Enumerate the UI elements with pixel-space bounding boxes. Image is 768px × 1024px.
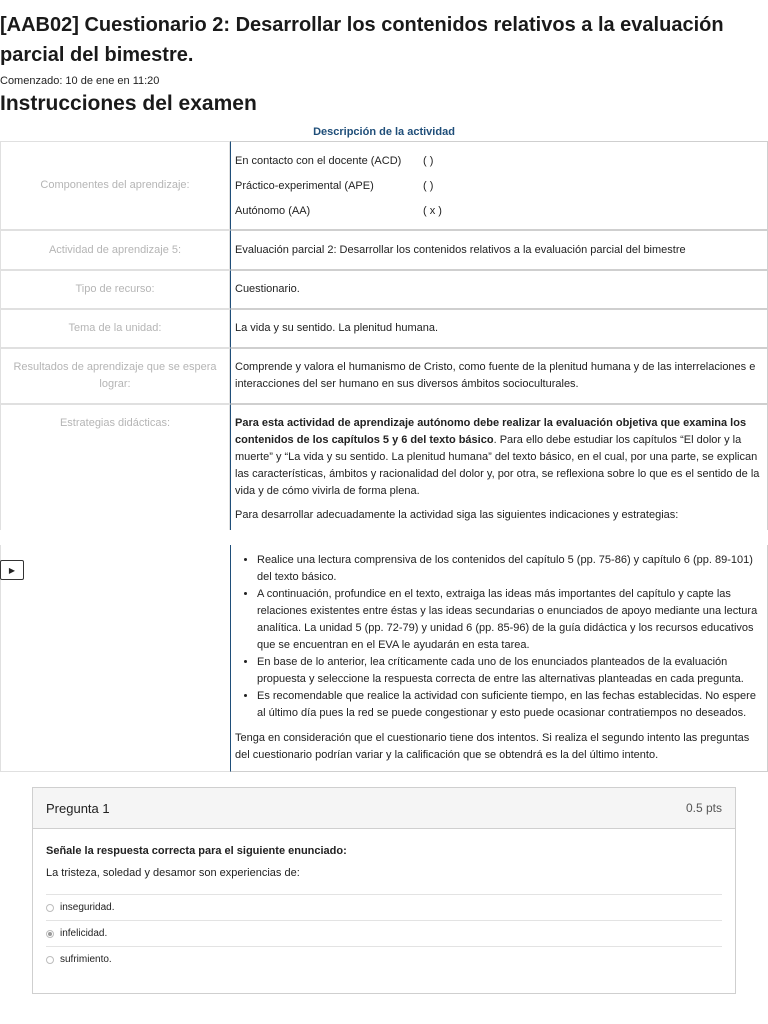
activity5-value: Evaluación parcial 2: Desarrollar los contenidos relativos a la evaluación parcial del bimestre: [230, 230, 768, 270]
question-instruction: Señale la respuesta correcta para el siguiente enunciado:: [46, 845, 347, 857]
answer-label: inseguridad.: [60, 902, 115, 913]
question-number: Pregunta 1: [46, 800, 110, 816]
strategies-intro: [235, 415, 763, 500]
question-text: La tristeza, soledad y desamor son experiencias de:: [46, 867, 300, 879]
unit-topic-label: Tema de la unidad:: [0, 309, 230, 348]
strategies-closing: Tenga en consideración que el cuestionario tiene dos intentos. Si realiza el segundo intento las preguntas del cuestionario podrían variar y la calificación que se obtendrá es la del último intento.: [235, 732, 750, 761]
list-item: • Es recomendable que realice la actividad con suficiente tiempo, en las fechas establecidas. No espere al último día pues la red se puede congestionar y esto puede ocasionar contratiempos no deseados.: [257, 688, 763, 722]
component-name: Práctico-experimental (APE): [235, 180, 374, 192]
row-unit-topic: [0, 309, 768, 348]
instructions-heading: Instrucciones del examen: [0, 92, 257, 115]
resource-label: Tipo de recurso:: [0, 270, 230, 309]
strategies-intro-rest: . Para ello debe estudiar los capítulos “El dolor y la muerte” y “La vida y su sentido. La plenitud humana” del texto básico, en el cual, por una parte, se explican las características, ámbitos y racionalidad del dolor y, por otra, se reflexiona sobre lo que es el sentido de la vida y de cómo vivirla de forma plena.: [235, 434, 760, 497]
component-name: En contacto con el docente (ACD): [235, 155, 402, 167]
question-points: 0.5 pts: [685, 801, 722, 815]
radio-button[interactable]: [46, 904, 54, 912]
outcomes-value: Comprende y valora el humanismo de Cristo, como fuente de la plenitud humana y de las interrelaciones e interacciones del ser humano en sus diversos ámbitos socioculturales.: [230, 348, 768, 404]
row-components: [0, 141, 768, 230]
list-item: • Realice una lectura comprensiva de los contenidos del capítulo 5 (pp. 75-86) y capítulo 6 (pp. 89-101) del texto básico.: [257, 552, 763, 586]
component-mark: ( ): [423, 180, 434, 192]
strategies-intro-bold: Para esta actividad de aprendizaje autónomo debe realizar la evaluación objetiva que examina los contenidos de los capítulos 5 y 6 del texto básico: [235, 417, 747, 446]
strategies-value: [230, 404, 768, 530]
expand-toggle-button[interactable]: [0, 560, 24, 580]
answer-option[interactable]: [46, 921, 722, 947]
row-resource: [0, 270, 768, 309]
components-value: [230, 141, 768, 230]
list-item: • A continuación, profundice en el texto, extraiga las ideas más importantes del capítulo y capte las relaciones existentes entre éstas y las ideas secundarias o enunciados de apoyo mediante una lectura analítica. La unidad 5 (pp. 72-79) y unidad 6 (pp. 85-96) de la guía didáctica y los recursos educativos que se encuentran en el EVA le ayudarán en esta tarea.: [257, 586, 763, 654]
component-name: Autónomo (AA): [235, 205, 311, 217]
page-title: [AAB02] Cuestionario 2: Desarrollar los contenidos relativos a la evaluación parcial del bimestre.: [0, 14, 724, 66]
strategies-bullet-list: [235, 552, 763, 722]
list-item: • En base de lo anterior, lea críticamente cada uno de los enunciados planteados de la evaluación propuesta y seleccione la respuesta correcta de entre las alternativas planteadas en cada pregunta.: [257, 654, 763, 688]
row-outcomes: [0, 348, 768, 404]
radio-button[interactable]: [46, 956, 54, 964]
outcomes-label: Resultados de aprendizaje que se espera lograr:: [0, 348, 230, 404]
strategies-continuation-label: [0, 545, 230, 772]
activity-description-title: Descripción de la actividad: [313, 126, 455, 138]
activity5-label: Actividad de aprendizaje 5:: [0, 230, 230, 270]
strategies-label: Estrategias didácticas:: [0, 404, 230, 530]
component-aa: [235, 199, 763, 224]
components-label: Componentes del aprendizaje:: [0, 141, 230, 230]
strategies-continuation-value: [230, 545, 768, 772]
play-triangle-icon: ▶: [8, 565, 16, 575]
component-mark: ( x ): [423, 205, 442, 217]
component-acd: [235, 149, 763, 174]
answer-option[interactable]: [46, 895, 722, 921]
answer-label: infelicidad.: [60, 928, 108, 939]
answer-option[interactable]: [46, 947, 722, 972]
strategies-continuation: [0, 545, 768, 772]
strategies-lead: Para desarrollar adecuadamente la actividad siga las siguientes indicaciones y estrategias:: [235, 509, 679, 521]
resource-value: Cuestionario.: [230, 270, 768, 309]
answer-label: sufrimiento.: [60, 954, 112, 965]
component-mark: ( ): [423, 155, 434, 167]
started-timestamp: Comenzado: 10 de ene en 11:20: [0, 75, 160, 87]
question-body: [33, 829, 735, 972]
component-ape: [235, 174, 763, 199]
row-strategies: [0, 404, 768, 530]
unit-topic-value: La vida y su sentido. La plenitud humana.: [230, 309, 768, 348]
answer-list: [46, 894, 722, 972]
question-card: [32, 787, 736, 994]
radio-button-selected[interactable]: [46, 930, 54, 938]
question-header: [33, 788, 735, 829]
row-activity5: [0, 230, 768, 270]
